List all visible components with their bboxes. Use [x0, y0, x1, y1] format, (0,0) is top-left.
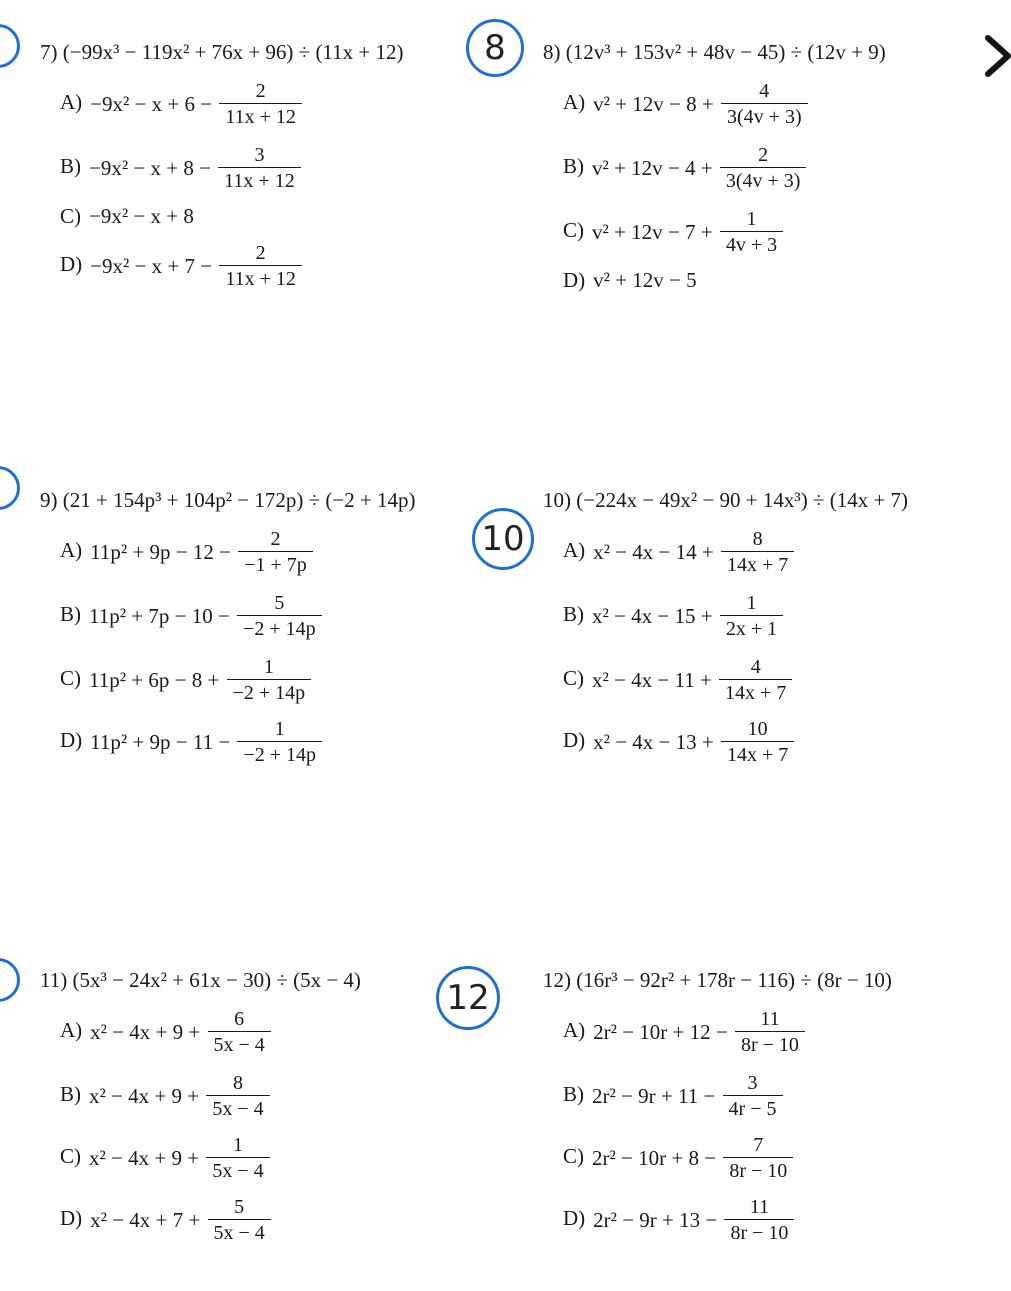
- denominator: 14x + 7: [721, 741, 794, 767]
- option-label: A): [563, 538, 586, 563]
- option-whole: −9x² − x + 6 −: [90, 92, 213, 116]
- numerator: 11: [749, 1196, 770, 1218]
- option-label: C): [60, 666, 81, 691]
- option-label: D): [60, 1206, 83, 1231]
- fraction: [723, 1072, 783, 1121]
- partial-circle-marker: [0, 958, 20, 1002]
- numerator: 4: [759, 80, 770, 102]
- option-a[interactable]: [563, 528, 796, 577]
- option-d[interactable]: [60, 718, 324, 767]
- fraction: [720, 144, 807, 193]
- option-label: A): [60, 1018, 83, 1043]
- fraction: [735, 1008, 805, 1057]
- numerator: 2: [255, 242, 266, 264]
- numerator: 3: [747, 1072, 758, 1094]
- denominator: 11x + 12: [219, 103, 302, 129]
- option-label: B): [60, 602, 81, 627]
- denominator: 5x − 4: [208, 1031, 271, 1057]
- partial-circle-marker: [0, 24, 20, 68]
- option-label: C): [60, 1144, 81, 1169]
- fraction: [721, 718, 794, 767]
- option-whole: v² + 12v − 4 +: [592, 156, 713, 180]
- numerator: 11: [760, 1008, 780, 1030]
- option-whole: 2r² − 10r + 12 −: [593, 1020, 728, 1044]
- numerator: 10: [747, 718, 768, 740]
- fraction: [237, 718, 322, 767]
- option-label: C): [60, 204, 81, 228]
- option-d[interactable]: [563, 1196, 796, 1245]
- option-a[interactable]: [563, 80, 810, 129]
- option-b[interactable]: [563, 1072, 785, 1121]
- option-c[interactable]: [60, 206, 194, 227]
- option-whole: v² + 12v − 5: [593, 268, 697, 292]
- option-label: A): [563, 90, 586, 115]
- option-whole: 11p² + 9p − 12 −: [90, 540, 231, 564]
- option-whole: 2r² − 10r + 8 −: [592, 1146, 717, 1170]
- option-label: D): [563, 1206, 586, 1231]
- fraction: [227, 656, 312, 705]
- option-b[interactable]: [563, 144, 808, 193]
- option-whole: v² + 12v − 7 +: [592, 220, 713, 244]
- fraction: [720, 208, 783, 257]
- option-whole: x² − 4x + 9 +: [90, 1020, 201, 1044]
- fraction: [208, 1196, 271, 1245]
- numerator: 8: [752, 528, 763, 550]
- option-label: A): [60, 90, 83, 115]
- option-label: B): [563, 154, 584, 179]
- option-label: D): [60, 252, 83, 277]
- option-label: B): [60, 154, 81, 179]
- problem-10: [543, 490, 983, 780]
- option-b[interactable]: [60, 144, 303, 193]
- option-label: D): [60, 728, 83, 753]
- numerator: 2: [255, 80, 266, 102]
- numerator: 4: [750, 656, 761, 678]
- option-label: C): [563, 666, 584, 691]
- numerator: 5: [234, 1196, 245, 1218]
- problem-statement: 12) (16r³ − 92r² + 178r − 116) ÷ (8r − 10): [543, 968, 892, 992]
- denominator: 11x + 12: [218, 167, 301, 193]
- problem-statement: 8) (12v³ + 153v² + 48v − 45) ÷ (12v + 9): [543, 40, 886, 64]
- numerator: 1: [274, 718, 285, 740]
- fraction: [238, 528, 313, 577]
- option-a[interactable]: [60, 80, 304, 129]
- option-label: C): [563, 1144, 584, 1169]
- fraction: [219, 80, 302, 129]
- option-whole: −9x² − x + 8: [89, 204, 194, 228]
- option-c[interactable]: [60, 656, 313, 705]
- fraction: [721, 528, 794, 577]
- denominator: 14x + 7: [719, 679, 792, 705]
- numerator: 2: [758, 144, 769, 166]
- fraction: [206, 1134, 269, 1183]
- partial-circle-marker: [0, 466, 20, 510]
- option-whole: x² − 4x − 11 +: [592, 668, 712, 692]
- numerator: 1: [746, 592, 757, 614]
- option-label: A): [563, 1018, 586, 1043]
- option-d[interactable]: [563, 270, 697, 291]
- fraction: [218, 144, 301, 193]
- denominator: −2 + 14p: [237, 741, 322, 767]
- problem-number-badge[interactable]: 8: [466, 19, 524, 77]
- option-label: B): [60, 1082, 81, 1107]
- denominator: −1 + 7p: [238, 551, 313, 577]
- fraction: [721, 80, 808, 129]
- problem-statement: 10) (−224x − 49x² − 90 + 14x³) ÷ (14x + 7): [543, 488, 909, 512]
- option-whole: x² − 4x − 13 +: [593, 730, 714, 754]
- problem-8: [543, 42, 963, 302]
- option-whole: −9x² − x + 8 −: [89, 156, 211, 180]
- option-whole: 11p² + 7p − 10 −: [89, 604, 230, 628]
- problem-number-badge[interactable]: 12: [436, 966, 500, 1030]
- denominator: 5x − 4: [208, 1219, 271, 1245]
- problem-7: [40, 42, 470, 302]
- option-c[interactable]: [563, 656, 794, 705]
- problem-9: [40, 490, 480, 780]
- option-whole: 2r² − 9r + 13 −: [593, 1208, 718, 1232]
- fraction: [720, 592, 783, 641]
- fraction: [719, 656, 792, 705]
- option-label: C): [563, 218, 584, 243]
- numerator: 1: [232, 1134, 243, 1156]
- problem-12: [543, 970, 983, 1260]
- fraction: [208, 1008, 271, 1057]
- denominator: 11x + 12: [219, 265, 302, 291]
- option-c[interactable]: [563, 1134, 795, 1183]
- numerator: 7: [753, 1134, 764, 1156]
- denominator: 5x − 4: [206, 1157, 269, 1183]
- fraction: [206, 1072, 269, 1121]
- numerator: 1: [263, 656, 274, 678]
- denominator: 2x + 1: [720, 615, 783, 641]
- fraction: [237, 592, 322, 641]
- denominator: 4r − 5: [723, 1095, 783, 1121]
- problem-statement: 7) (−99x³ − 119x² + 76x + 96) ÷ (11x + 12): [40, 40, 404, 64]
- denominator: 3(4v + 3): [720, 167, 807, 193]
- numerator: 6: [234, 1008, 245, 1030]
- numerator: 2: [270, 528, 281, 550]
- option-whole: −9x² − x + 7 −: [90, 254, 213, 278]
- numerator: 8: [232, 1072, 243, 1094]
- option-label: A): [60, 538, 83, 563]
- problem-number-badge[interactable]: 10: [472, 508, 534, 570]
- option-b[interactable]: [60, 592, 324, 641]
- denominator: −2 + 14p: [227, 679, 312, 705]
- option-whole: v² + 12v − 8 +: [593, 92, 714, 116]
- option-a[interactable]: [60, 1008, 273, 1057]
- numerator: 5: [274, 592, 285, 614]
- option-whole: x² − 4x − 15 +: [592, 604, 713, 628]
- option-a[interactable]: [60, 528, 315, 577]
- denominator: 8r − 10: [724, 1219, 794, 1245]
- option-b[interactable]: [563, 592, 785, 641]
- denominator: 8r − 10: [723, 1157, 793, 1183]
- fraction: [724, 1196, 794, 1245]
- option-whole: x² − 4x + 7 +: [90, 1208, 201, 1232]
- chevron-right-icon[interactable]: [982, 28, 1011, 84]
- numerator: 1: [746, 208, 757, 230]
- problem-11: [40, 970, 440, 1260]
- option-d[interactable]: [60, 1196, 273, 1245]
- option-b[interactable]: [60, 1072, 272, 1121]
- option-c[interactable]: [60, 1134, 272, 1183]
- option-label: B): [563, 602, 584, 627]
- option-label: B): [563, 1082, 584, 1107]
- option-whole: 11p² + 6p − 8 +: [89, 668, 220, 692]
- numerator: 3: [254, 144, 265, 166]
- denominator: 14x + 7: [721, 551, 794, 577]
- option-whole: x² − 4x − 14 +: [593, 540, 714, 564]
- denominator: 5x − 4: [206, 1095, 269, 1121]
- option-d[interactable]: [563, 718, 796, 767]
- option-whole: x² − 4x + 9 +: [89, 1146, 200, 1170]
- problem-statement: 11) (5x³ − 24x² + 61x − 30) ÷ (5x − 4): [40, 968, 361, 992]
- option-label: D): [563, 728, 586, 753]
- denominator: 3(4v + 3): [721, 103, 808, 129]
- denominator: −2 + 14p: [237, 615, 322, 641]
- option-c[interactable]: [563, 208, 785, 257]
- option-d[interactable]: [60, 242, 304, 291]
- fraction: [723, 1134, 793, 1183]
- option-a[interactable]: [563, 1008, 807, 1057]
- option-whole: 11p² + 9p − 11 −: [90, 730, 231, 754]
- option-whole: 2r² − 9r + 11 −: [592, 1084, 716, 1108]
- denominator: 4v + 3: [720, 231, 783, 257]
- problem-statement: 9) (21 + 154p³ + 104p² − 172p) ÷ (−2 + 14p): [40, 488, 416, 512]
- denominator: 8r − 10: [735, 1031, 805, 1057]
- option-label: D): [563, 268, 586, 292]
- option-whole: x² − 4x + 9 +: [89, 1084, 200, 1108]
- fraction: [219, 242, 302, 291]
